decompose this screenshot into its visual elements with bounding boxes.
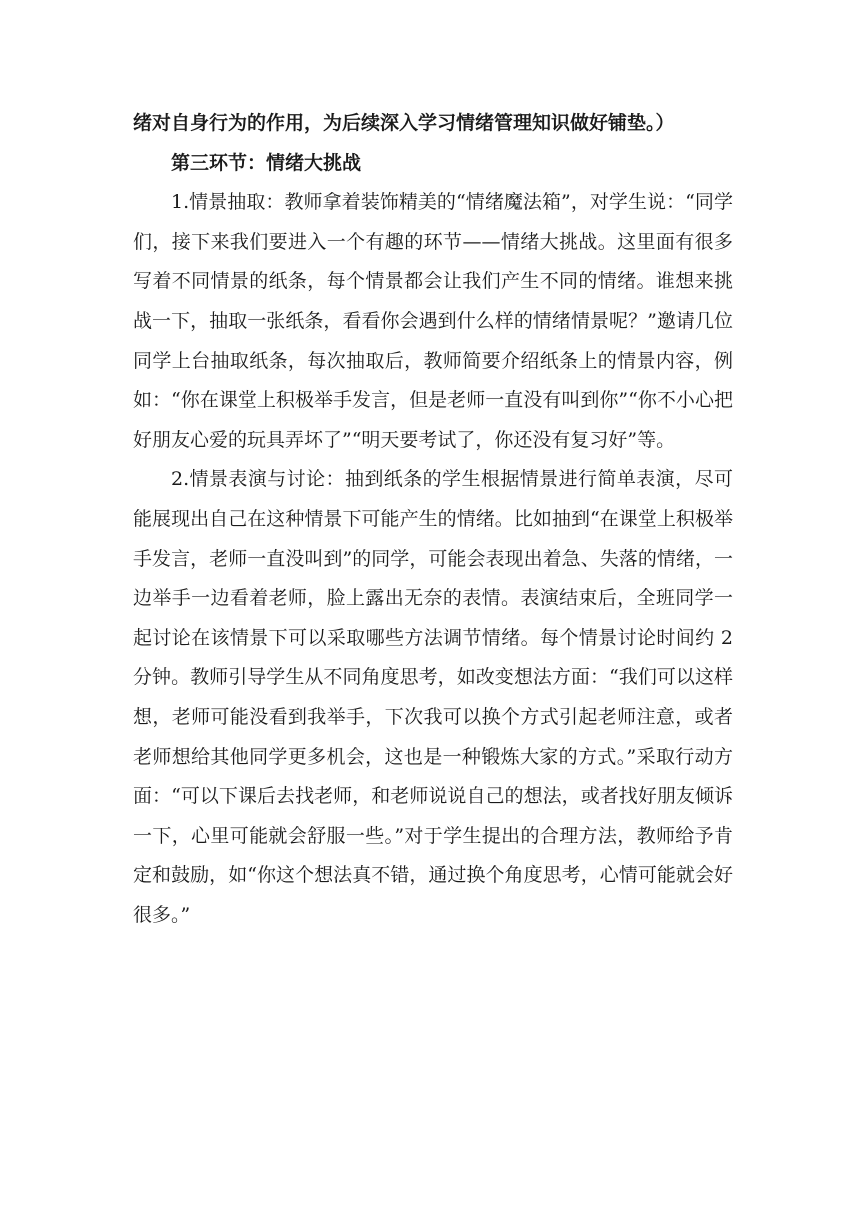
paragraph-performance-discussion: 2.情景表演与讨论：抽到纸条的学生根据情景进行简单表演，尽可能展现出自己在这种情景下可能产生的情绪。比如抽到“在课堂上积极举手发言，老师一直没叫到”的同学，可能会表现出着急、失落的情绪，一边举手一边看着老师，脸上露出无奈的表情。表演结束后，全班同学一起讨论在该情景下可以采取哪些方法调节情绪。每个情景讨论时间约 2 分钟。教师引导学生从不同角度思考，如改变想法方面：“我们可以这样想，老师可能没看到我举手，下次我可以换个方式引起老师注意，或者老师想给其他同学更多机会，这也是一种锻炼大家的方式。”采取行动方面：“可以下课后去找老师，和老师说说自己的想法，或者找好朋友倾诉一下，心里可能就会舒服一些。”对于学生提出的合理方法，教师给予肯定和鼓励，如“你这个想法真不错，通过换个角度思考，心情可能就会好很多。” xyxy=(133,468,733,926)
section-heading: 第三环节：情绪大挑战 xyxy=(171,151,362,174)
document-body xyxy=(133,104,733,935)
paragraph-continuation: 绪对自身行为的作用，为后续深入学习情绪管理知识做好铺垫。） xyxy=(133,112,675,134)
paragraph-scenario-draw: 1.情景抽取：教师拿着装饰精美的“情绪魔法箱”，对学生说：“同学们，接下来我们要进入一个有趣的环节——情绪大挑战。这里面有很多写着不同情景的纸条，每个情景都会让我们产生不同的情绪。谁想来挑战一下，抽取一张纸条，看看你会遇到什么样的情绪情景呢？”邀请几位同学上台抽取纸条，每次抽取后，教师简要介绍纸条上的情景内容，例如：“你在课堂上积极举手发言，但是老师一直没有叫到你”“你不小心把好朋友心爱的玩具弄坏了”“明天要考试了，你还没有复习好”等。 xyxy=(133,191,733,451)
